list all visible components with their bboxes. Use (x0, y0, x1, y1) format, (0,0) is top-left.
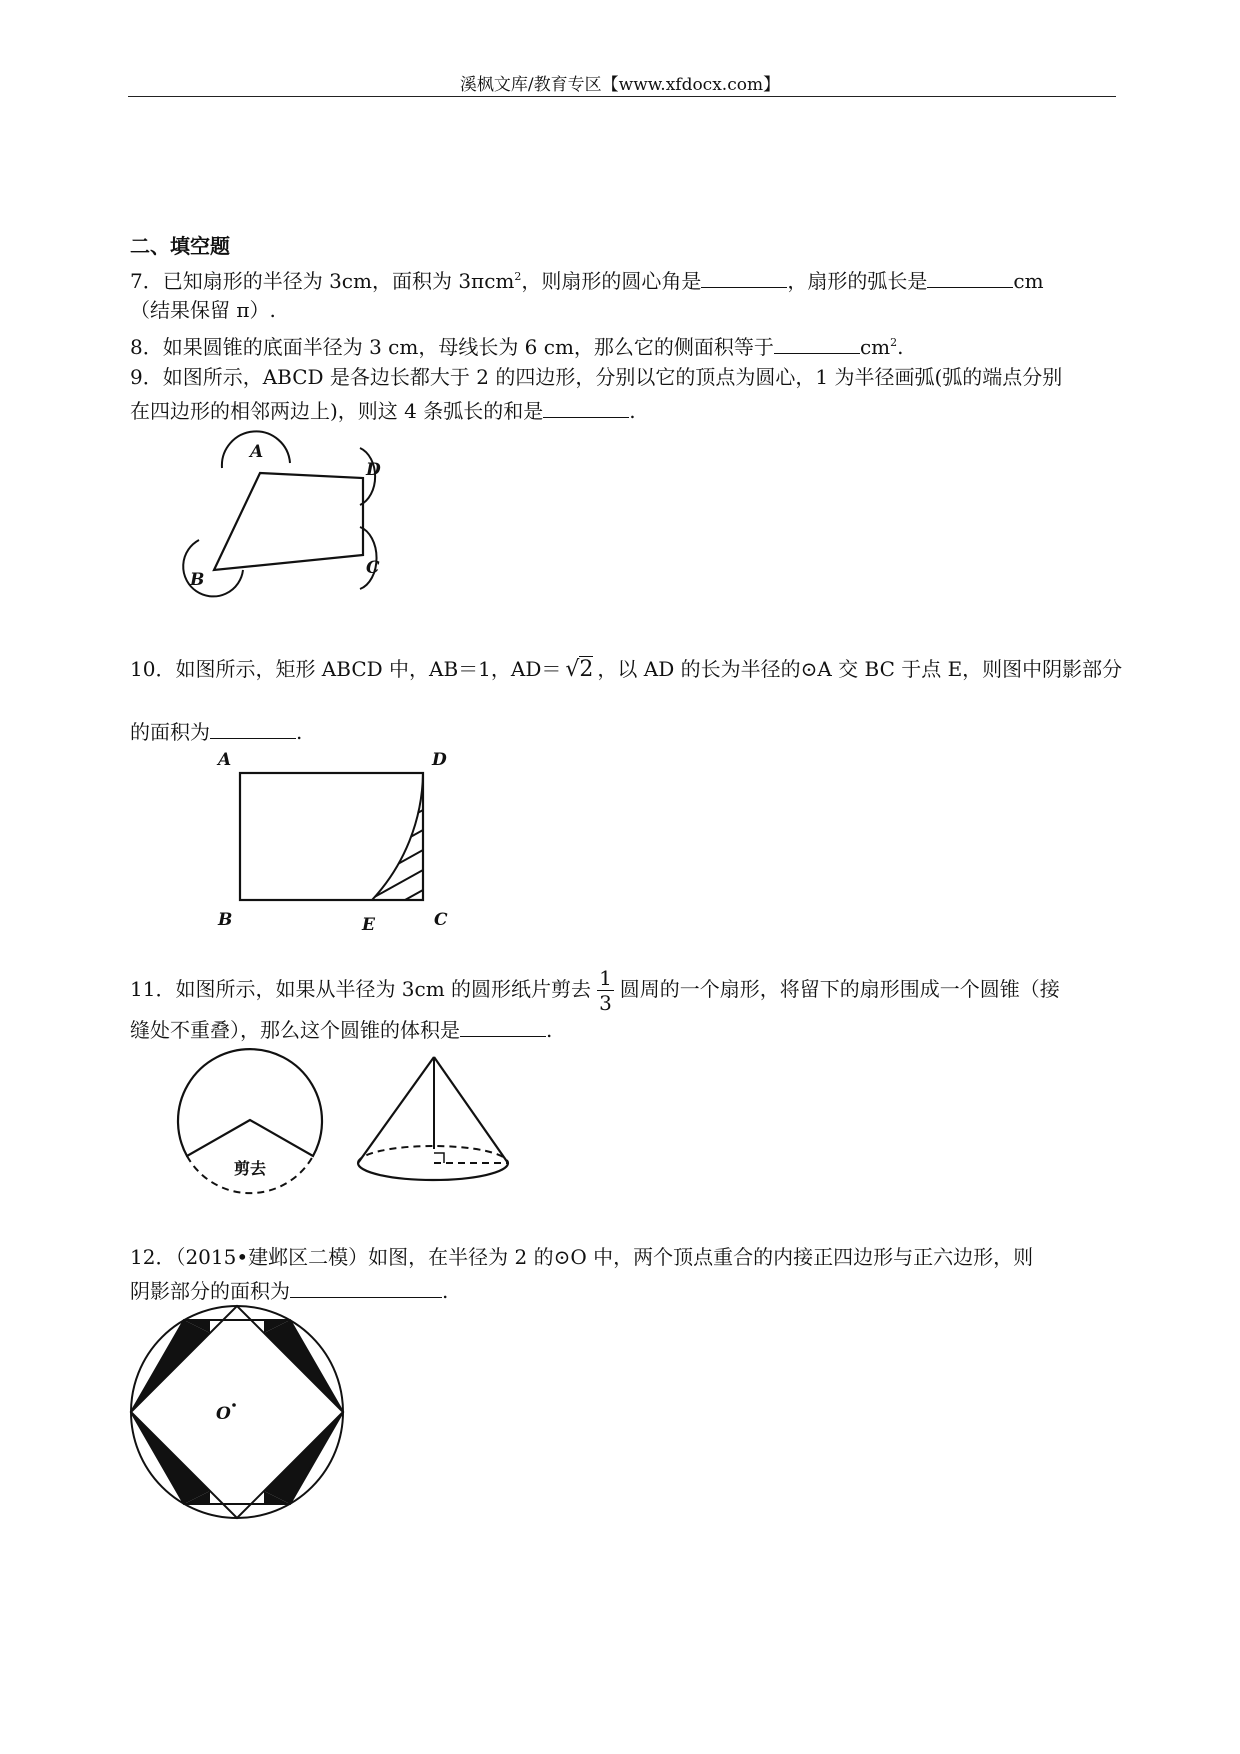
inscribed-hexagon (131, 1320, 343, 1504)
q9-quadrilateral-figure (170, 425, 400, 605)
inscribed-square (131, 1306, 343, 1518)
shaded-regions (131, 1320, 343, 1504)
q7-text-a: 7．已知扇形的半径为 3cm，面积为 3πcm (130, 269, 515, 293)
q7-text-d: cm (1013, 269, 1044, 293)
question-10-line-2 (130, 718, 302, 745)
q11-cone-figure (350, 1045, 520, 1195)
label-b: B (218, 910, 233, 930)
q11-end: . (546, 1018, 553, 1042)
q10-text-c: 的面积为 (130, 720, 210, 744)
section-title: 二、填空题 (130, 234, 230, 258)
q7-text-b: ，则扇形的圆心角是 (521, 269, 702, 293)
rectangle-abcd (240, 773, 423, 900)
question-11-line-1 (130, 966, 1060, 1015)
q12-answer-blank[interactable] (290, 1277, 442, 1298)
question-7-line-1 (130, 264, 1044, 294)
center-label: O (216, 1404, 231, 1424)
q11-text-a: 11．如图所示，如果从半径为 3cm 的圆形纸片剪去 (130, 977, 592, 1001)
q10-sqrt: √2 (565, 657, 594, 682)
q11-fraction (597, 966, 614, 1015)
q10-text-a: 10．如图所示，矩形 ABCD 中，AB＝1，AD＝ (130, 657, 562, 681)
q12-circle-figure (128, 1302, 348, 1522)
label-c: C (366, 558, 380, 578)
q11-frac-den: 3 (599, 991, 612, 1015)
label-d: D (432, 750, 447, 770)
q11-answer-blank[interactable] (460, 1016, 546, 1037)
quadrilateral-abcd (214, 473, 363, 570)
label-a: A (250, 442, 264, 462)
remaining-sector (178, 1049, 322, 1156)
q7-answer-blank-1[interactable] (701, 267, 787, 288)
q9-end: . (629, 399, 636, 423)
q7-text-c: ，扇形的弧长是 (787, 269, 928, 293)
outer-circle (131, 1306, 343, 1518)
q11-text-c: 缝处不重叠），那么这个圆锥的体积是 (130, 1018, 460, 1042)
center-point (232, 1403, 236, 1407)
q11-sector-figure (170, 1045, 330, 1195)
q10-rectangle-figure (210, 745, 460, 945)
arc-de (372, 773, 423, 900)
label-c: C (434, 910, 448, 930)
q10-sqrt-value: 2 (579, 657, 594, 682)
q11-text-b: 圆周的一个扇形，将留下的扇形围成一个圆锥（接 (619, 977, 1060, 1001)
q9-text: 在四边形的相邻两边上)，则这 4 条弧长的和是 (130, 399, 544, 423)
header-divider (128, 96, 1116, 97)
label-d: D (366, 460, 381, 480)
q8-text: 8．如果圆锥的底面半径为 3 cm，母线长为 6 cm，那么它的侧面积等于 (130, 335, 774, 359)
question-9-line-1: 9．如图所示，ABCD 是各边长都大于 2 的四边形，分别以它的顶点为圆心，1 为半径画弧(弧的端点分别 (130, 365, 1063, 389)
q12-end: . (442, 1279, 449, 1303)
question-10-line-1 (130, 656, 1122, 683)
q10-end: . (296, 720, 303, 744)
label-a: A (218, 750, 232, 770)
question-12-line-1: 12．（2015•建邺区二模）如图，在半径为 2 的⊙O 中，两个顶点重合的内接正四边形与正六边形，则 (130, 1245, 1034, 1269)
label-e: E (362, 915, 375, 935)
q11-frac-num: 1 (599, 966, 612, 990)
cut-label: 剪去 (233, 1159, 267, 1178)
cone-base-front (358, 1163, 508, 1180)
page-header: 溪枫文库/教育专区【www.xfdocx.com】 (459, 75, 781, 95)
q8-end: . (897, 335, 904, 359)
question-7-line-2: （结果保留 π）. (130, 298, 276, 322)
q7-superscript: 2 (514, 270, 522, 283)
question-9-line-2 (130, 397, 636, 424)
q8-unit: cm (859, 335, 891, 359)
q12-text: 阴影部分的面积为 (130, 1279, 290, 1303)
q10-answer-blank[interactable] (210, 718, 296, 739)
q7-answer-blank-2[interactable] (927, 267, 1013, 288)
label-b: B (190, 570, 205, 590)
q8-superscript: 2 (890, 336, 898, 349)
question-12-line-2 (130, 1277, 448, 1304)
q8-answer-blank[interactable] (774, 333, 860, 354)
question-8 (130, 330, 903, 360)
q10-text-b: ，以 AD 的长为半径的⊙A 交 BC 于点 E，则图中阴影部分 (597, 657, 1123, 681)
q9-answer-blank[interactable] (543, 397, 629, 418)
question-11-line-2 (130, 1016, 552, 1043)
